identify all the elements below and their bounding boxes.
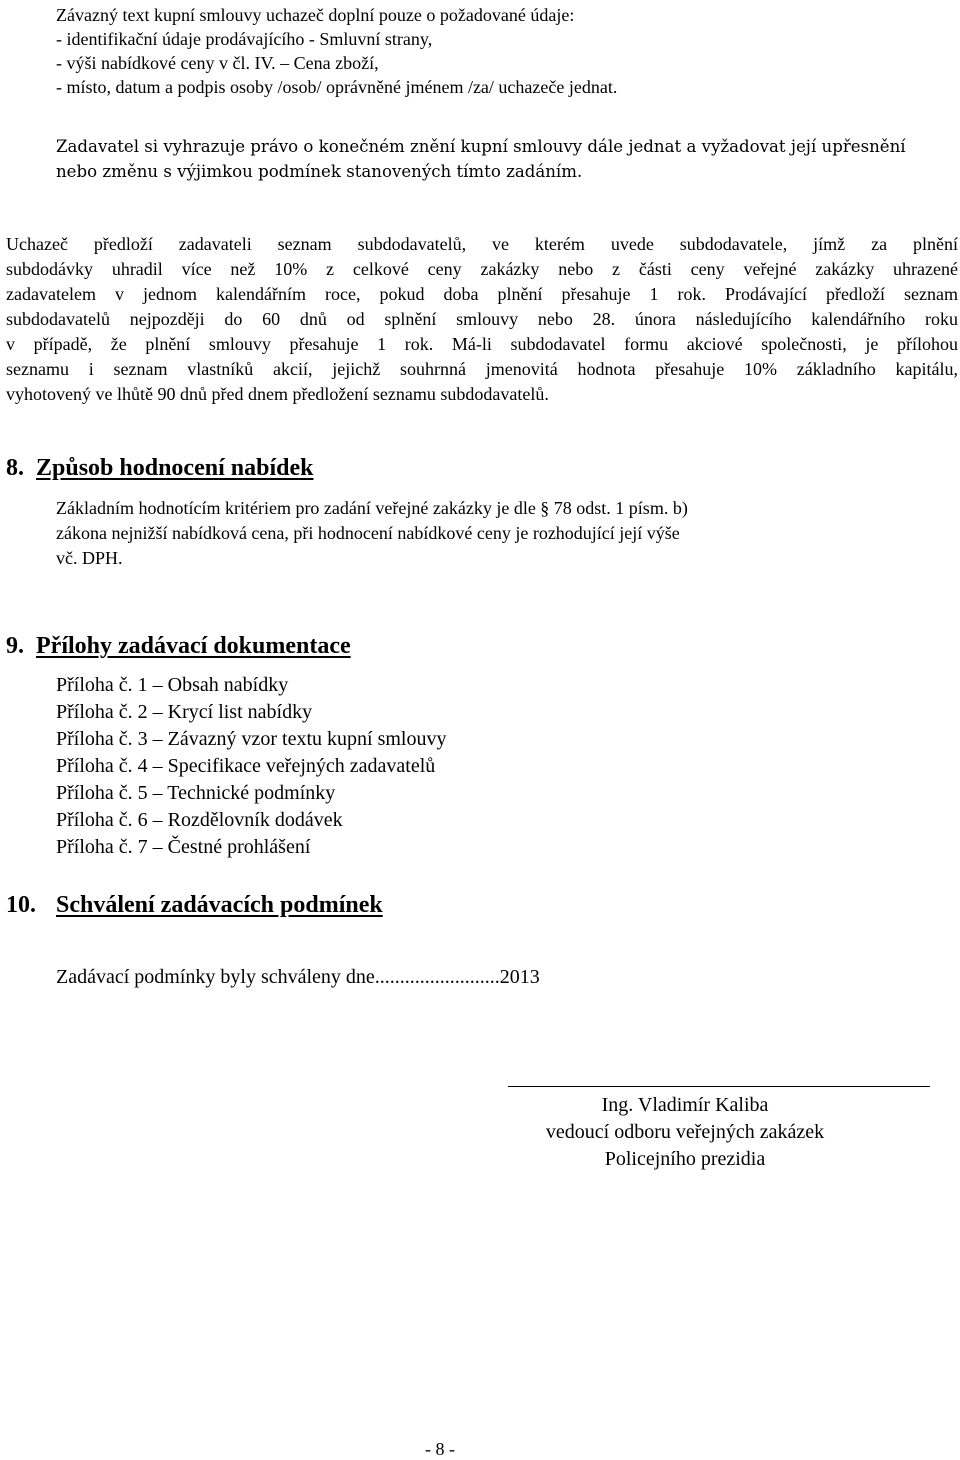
signatory-organization: Policejního prezidia [604,1148,766,1170]
intro-item: - výši nabídkové ceny v čl. IV. – Cena zboží, [56,53,379,73]
attachment-item: Příloha č. 4 – Specifikace veřejných zadavatelů [56,755,436,777]
attachment-item: Příloha č. 5 – Technické podmínky [56,782,336,804]
attachment-item: Příloha č. 6 – Rozdělovník dodávek [56,809,343,831]
section-8-heading [6,454,313,482]
signatory-name: Ing. Vladimír Kaliba [601,1094,769,1116]
paragraph-line: subdodávky uhradil více než 10% z celkové ceny zakázky nebo z části ceny veřejné zakázky uhrazené [6,259,958,279]
reservation-line: Zadavatel si vyhrazuje právo o konečném znění kupní smlouvy dále jednat a vyžadovat její upřesnění [56,137,906,156]
section-9-heading [6,632,351,660]
paragraph-line: Uchazeč předloží zadavateli seznam subdodavatelů, ve kterém uvede subdodavatele, jímž za plnění [6,234,958,254]
section-title: Způsob hodnocení nabídek [36,455,314,481]
reservation-line: nebo změnu s výjimkou podmínek stanovených tímto zadáním. [56,162,583,181]
paragraph-line: seznamu i seznam vlastníků akcií, jejichž souhrnná jmenovitá hodnota přesahuje 10% základního kapitálu, [6,359,958,379]
signature-line [508,1086,930,1087]
attachment-item: Příloha č. 7 – Čestné prohlášení [56,836,311,858]
paragraph-line: vyhotovený ve lhůtě 90 dnů před dnem předložení seznamu subdodavatelů. [6,384,549,404]
attachment-item: Příloha č. 2 – Krycí list nabídky [56,701,313,723]
section-number: 10. [6,892,36,918]
section-8-text: zákona nejnižší nabídková cena, při hodnocení nabídkové ceny je rozhodující její výše [56,523,680,543]
section-8-text: vč. DPH. [56,548,123,568]
attachment-item: Příloha č. 1 – Obsah nabídky [56,674,289,696]
intro-item: - místo, datum a podpis osoby /osob/ oprávněné jménem /za/ uchazeče jednat. [56,77,618,97]
section-8-text: Základním hodnotícím kritériem pro zadání veřejné zakázky je dle § 78 odst. 1 písm. b) [56,498,688,518]
paragraph-line: subdodavatelů nejpozději do 60 dnů od splnění smlouvy nebo 28. února následujícího kalendářního roku [6,309,958,329]
subcontractors-paragraph [6,232,958,407]
section-number: 9. [6,633,24,659]
intro-item: - identifikační údaje prodávajícího - Smluvní strany, [56,29,433,49]
attachment-item: Příloha č. 3 – Závazný vzor textu kupní smlouvy [56,728,447,750]
section-title: Schválení zadávacích podmínek [56,892,383,918]
page-number: - 8 - [425,1439,455,1459]
section-10-heading [6,891,383,919]
intro-line: Závazný text kupní smlouvy uchazeč doplní pouze o požadované údaje: [56,5,575,25]
signatory-role: vedoucí odboru veřejných zakázek [545,1121,825,1143]
section-title: Přílohy zadávací dokumentace [36,633,351,659]
section-number: 8. [6,455,24,481]
approval-date-line: Zadávací podmínky byly schváleny dne.........................2013 [56,966,540,988]
paragraph-line: v případě, že plnění smlouvy přesahuje 1 rok. Má-li subdodavatel formu akciové společnosti, je přílohou [6,334,958,354]
paragraph-line: zadavatelem v jednom kalendářním roce, pokud doba plnění přesahuje 1 rok. Prodávající předloží seznam [6,284,958,304]
